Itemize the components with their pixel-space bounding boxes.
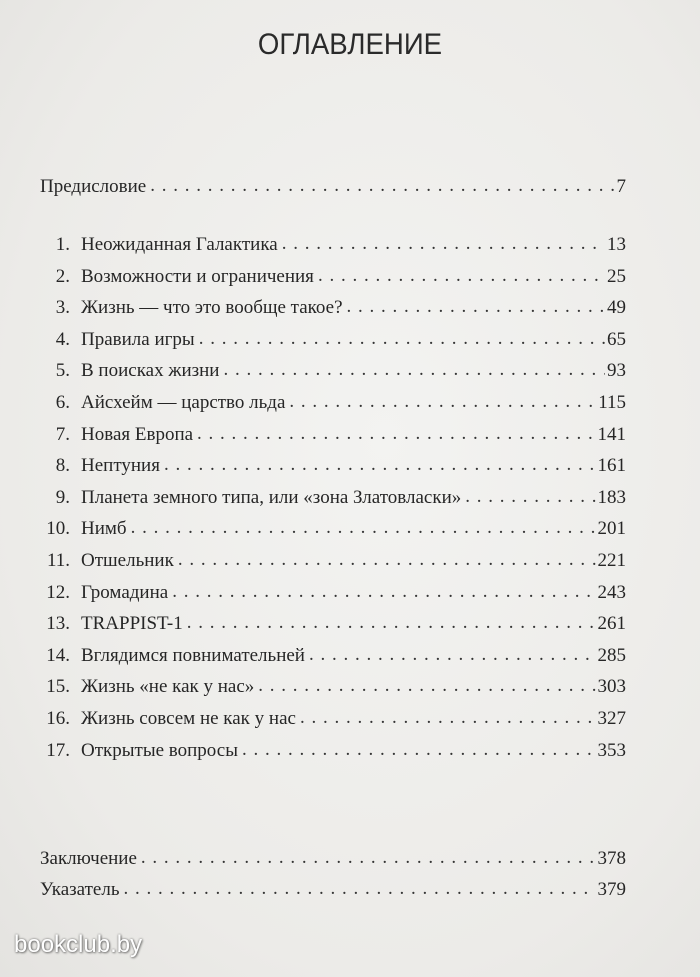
toc-entry-chapter: [40, 672, 626, 702]
dot-leader: [187, 608, 596, 638]
toc-label: Жизнь совсем не как у нас: [81, 708, 296, 729]
dot-leader: [347, 292, 605, 322]
toc-label: Жизнь — что это вообще такое?: [81, 297, 343, 319]
toc-label: TRAPPIST-1: [81, 613, 183, 635]
dot-leader: [289, 387, 596, 417]
toc-page-number: 161: [597, 455, 626, 477]
toc-entry-chapter: [40, 451, 626, 481]
chapter-number: 11.: [46, 550, 70, 571]
dot-leader: [164, 450, 596, 480]
dot-leader: [318, 261, 605, 291]
dot-leader: [258, 671, 595, 701]
toc-page-number: 49: [607, 297, 626, 319]
chapter-number: 10.: [46, 518, 70, 540]
dot-leader: [197, 419, 595, 449]
toc-page-number: 115: [598, 392, 626, 413]
toc-entry-chapter: [40, 230, 626, 260]
chapter-number: 6.: [55, 392, 70, 413]
toc-label: Отшельник: [81, 550, 174, 571]
dot-leader: [300, 703, 596, 733]
toc-label: Планета земного типа, или «зона Златовласки»: [81, 486, 462, 508]
toc-label: Предисловие: [40, 176, 147, 197]
toc-entry-conclusion: [40, 844, 626, 874]
toc-label: Правила игры: [81, 328, 195, 350]
chapter-number: 3.: [55, 297, 70, 319]
toc-entry-chapter: [40, 356, 626, 386]
toc-page-number: 327: [597, 708, 626, 729]
toc-page-number: 13: [607, 234, 626, 255]
chapter-number: 12.: [46, 581, 70, 603]
dot-leader: [242, 735, 596, 765]
toc-page-number: 141: [597, 423, 626, 445]
dot-leader: [141, 843, 596, 873]
dot-leader: [309, 640, 596, 670]
toc-entry-chapter: [40, 609, 626, 639]
toc-label: Айсхейм — царство льда: [81, 392, 286, 413]
toc-entry-chapter: [40, 578, 626, 608]
toc-entry-chapter: [40, 736, 626, 766]
toc-label: Громадина: [81, 581, 169, 603]
toc-entry-chapter: [40, 262, 626, 292]
toc-page-number: 221: [597, 550, 626, 571]
toc-label: Заключение: [40, 848, 137, 869]
toc-entry-chapter: [40, 483, 626, 513]
toc-page-number: 93: [607, 360, 626, 382]
chapter-number: 15.: [46, 676, 70, 698]
chapter-number: 2.: [55, 265, 70, 287]
toc-page-number: 261: [597, 613, 626, 635]
dot-leader: [199, 324, 605, 354]
toc-page-number: 7: [616, 176, 626, 197]
toc-entry-preface: [40, 172, 626, 202]
chapter-number: 7.: [55, 423, 70, 445]
dot-leader: [131, 513, 596, 543]
toc-page-number: 65: [607, 328, 626, 350]
toc-page-number: 243: [597, 581, 626, 603]
dot-leader: [282, 229, 605, 259]
toc-label: Возможности и ограничения: [81, 265, 314, 287]
toc-entry-chapter: [40, 325, 626, 355]
toc-entry-chapter: [40, 546, 626, 576]
watermark-text: bookclub.by: [14, 931, 143, 958]
toc-label: Указатель: [40, 879, 120, 900]
toc-page-number: 303: [597, 676, 626, 698]
toc-page-number: 285: [597, 644, 626, 666]
toc-entry-index: [40, 875, 626, 905]
toc-entry-chapter: [40, 293, 626, 323]
chapter-number: 4.: [55, 328, 70, 350]
toc-label: Новая Европа: [81, 423, 194, 445]
chapter-number: 16.: [46, 708, 70, 729]
dot-leader: [172, 577, 595, 607]
dot-leader: [223, 355, 605, 385]
toc-page-number: 201: [597, 518, 626, 540]
chapter-number: 1.: [55, 234, 70, 255]
toc-label: Вглядимся повнимательней: [81, 644, 305, 666]
toc-label: Нептуния: [81, 455, 160, 477]
toc-label: Жизнь «не как у нас»: [81, 676, 255, 698]
chapter-number: 8.: [55, 455, 70, 477]
page-title: ОГЛАВЛЕНИЕ: [257, 28, 443, 61]
toc-page-number: 183: [597, 486, 626, 508]
toc-label: Открытые вопросы: [81, 739, 238, 761]
toc-entry-chapter: [40, 514, 626, 544]
toc-page-number: 25: [607, 265, 626, 287]
toc-page-number: 353: [597, 739, 626, 761]
dot-leader: [150, 171, 614, 201]
chapter-number: 14.: [46, 644, 70, 666]
chapter-number: 13.: [46, 613, 70, 635]
dot-leader: [178, 545, 596, 575]
toc-page-number: 378: [597, 848, 626, 869]
toc-entry-chapter: [40, 420, 626, 450]
toc-label: Неожиданная Галактика: [81, 234, 278, 255]
toc-entry-chapter: [40, 641, 626, 671]
toc-label: Нимб: [81, 518, 127, 540]
toc-entry-chapter: [40, 704, 626, 734]
toc-entry-chapter: [40, 388, 626, 418]
toc-label: В поисках жизни: [81, 360, 220, 382]
dot-leader: [465, 482, 595, 512]
chapter-number: 9.: [55, 486, 70, 508]
chapter-number: 17.: [46, 739, 70, 761]
dot-leader: [124, 874, 596, 904]
chapter-number: 5.: [55, 360, 70, 382]
toc-page-number: 379: [597, 879, 626, 900]
